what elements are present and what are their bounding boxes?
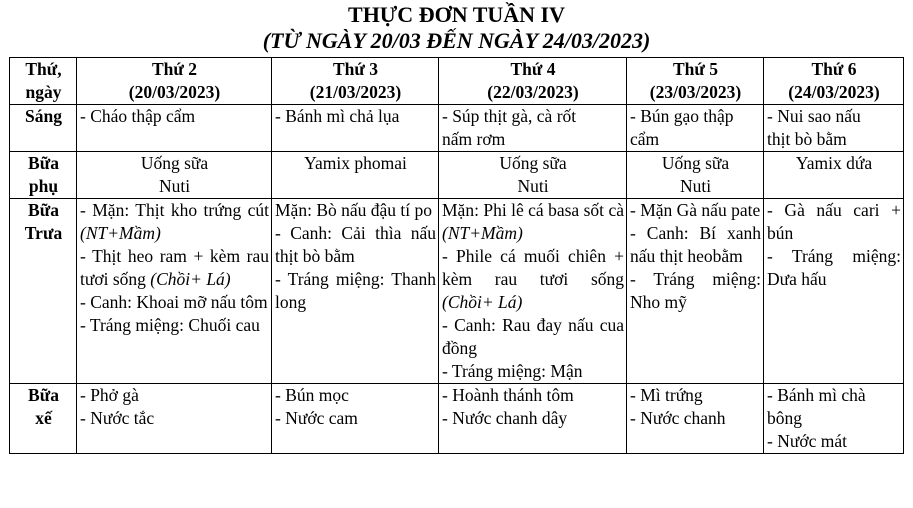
header-day-wed: Thứ 4 (22/03/2023)	[439, 58, 627, 105]
cell-breakfast-mon: - Cháo thập cẩm	[77, 105, 272, 152]
page-title: THỰC ĐƠN TUẦN IV	[348, 2, 565, 27]
header-day-thu: Thứ 5 (23/03/2023)	[627, 58, 764, 105]
row-snack	[10, 152, 904, 199]
cell-lunch-mon: - Mặn: Thịt kho trứng cút (NT+Mầm) - Thịt heo ram + kèm rau tươi sống (Chồi+ Lá) - Canh: Khoai mỡ nấu tôm - Tráng miệng: Chuối cau	[77, 199, 272, 384]
cell-breakfast-wed: - Súp thịt gà, cà rốt nấm rơm	[439, 105, 627, 152]
header-day-mon: Thứ 2 (20/03/2023)	[77, 58, 272, 105]
cell-snack-tue: Yamix phomai	[272, 152, 439, 199]
cell-breakfast-tue: - Bánh mì chả lụa	[272, 105, 439, 152]
row-lunch	[10, 199, 904, 384]
cell-afternoon-thu: - Mì trứng - Nước chanh	[627, 384, 764, 454]
row-label-afternoon: Bữa xế	[10, 384, 77, 454]
cell-lunch-wed: Mặn: Phi lê cá basa sốt cà (NT+Mầm) - Phile cá muối chiên + kèm rau tươi sống (Chồi+ Lá) - Canh: Rau đay nấu cua đồng - Tráng miệng: Mận	[439, 199, 627, 384]
cell-breakfast-fri: - Nui sao nấu thịt bò bằm	[764, 105, 904, 152]
cell-breakfast-thu: - Bún gạo thập cẩm	[627, 105, 764, 152]
cell-snack-mon: Uống sữa Nuti	[77, 152, 272, 199]
cell-lunch-thu: - Mặn Gà nấu pate - Canh: Bí xanh nấu thịt heobằm - Tráng miệng: Nho mỹ	[627, 199, 764, 384]
row-label-lunch: Bữa Trưa	[10, 199, 77, 384]
cell-lunch-fri: - Gà nấu cari + bún - Tráng miệng: Dưa hấu	[764, 199, 904, 384]
header-day-tue: Thứ 3 (21/03/2023)	[272, 58, 439, 105]
cell-afternoon-fri: - Bánh mì chà bông - Nước mát	[764, 384, 904, 454]
header-corner: Thứ, ngày	[10, 58, 77, 105]
row-afternoon	[10, 384, 904, 454]
cell-snack-thu: Uống sữa Nuti	[627, 152, 764, 199]
row-breakfast	[10, 105, 904, 152]
row-label-breakfast: Sáng	[10, 105, 77, 152]
weekly-menu-table	[9, 57, 904, 454]
row-label-snack: Bữa phụ	[10, 152, 77, 199]
cell-snack-fri: Yamix dứa	[764, 152, 904, 199]
cell-afternoon-tue: - Bún mọc - Nước cam	[272, 384, 439, 454]
page-subtitle: (TỪ NGÀY 20/03 ĐẾN NGÀY 24/03/2023)	[262, 28, 651, 53]
cell-snack-wed: Uống sữa Nuti	[439, 152, 627, 199]
cell-afternoon-mon: - Phở gà - Nước tắc	[77, 384, 272, 454]
cell-afternoon-wed: - Hoành thánh tôm - Nước chanh dây	[439, 384, 627, 454]
cell-lunch-tue: Mặn: Bò nấu đậu tí po - Canh: Cải thìa nấu thịt bò bằm - Tráng miệng: Thanh long	[272, 199, 439, 384]
header-day-fri: Thứ 6 (24/03/2023)	[764, 58, 904, 105]
header-row	[10, 58, 904, 105]
